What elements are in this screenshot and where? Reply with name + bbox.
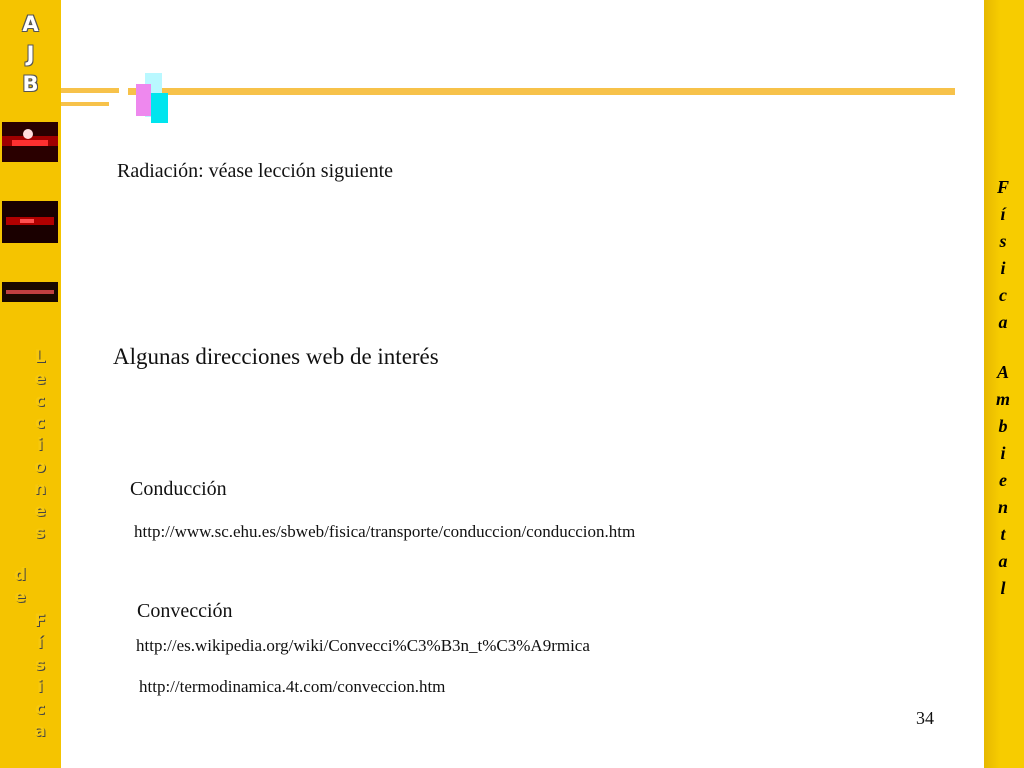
vertical-text-ambiental: A m b i e n t a l [995, 362, 1010, 598]
vertical-text-lecciones: L e c c i o n e s [33, 347, 47, 543]
spectrum-image-2 [2, 201, 58, 243]
vertical-text-fisica-right: F í s i c a [996, 177, 1009, 332]
convection-link-1[interactable]: http://es.wikipedia.org/wiki/Convecci%C3%B3n_t%C3%A9rmica [136, 636, 590, 655]
header-rule-left-1 [61, 88, 119, 93]
logo-letter-b: B [22, 72, 39, 96]
header-rule-left-2 [61, 102, 109, 106]
vertical-text-de: d e [13, 565, 27, 607]
radiation-note: Radiación: véase lección siguiente [117, 160, 394, 182]
spectrum-image-1 [2, 122, 58, 162]
header-rule-main [128, 88, 955, 95]
spectrum-image-3 [2, 282, 58, 302]
convection-label: Convección [137, 600, 233, 622]
vertical-text-fisica: F í s i c a [34, 611, 46, 741]
conduction-label: Conducción [130, 478, 227, 500]
page-number: 34 [916, 708, 934, 728]
logo-letter-a: A [22, 12, 39, 36]
header-accent-cyan [151, 93, 168, 123]
header-accent-pink [136, 84, 151, 116]
web-heading: Algunas direcciones web de interés [113, 344, 439, 369]
conduction-link[interactable]: http://www.sc.ehu.es/sbweb/fisica/transporte/conduccion/conduccion.htm [134, 522, 636, 541]
convection-link-2[interactable]: http://termodinamica.4t.com/conveccion.htm [139, 677, 446, 696]
logo-letter-j: J [26, 42, 35, 66]
